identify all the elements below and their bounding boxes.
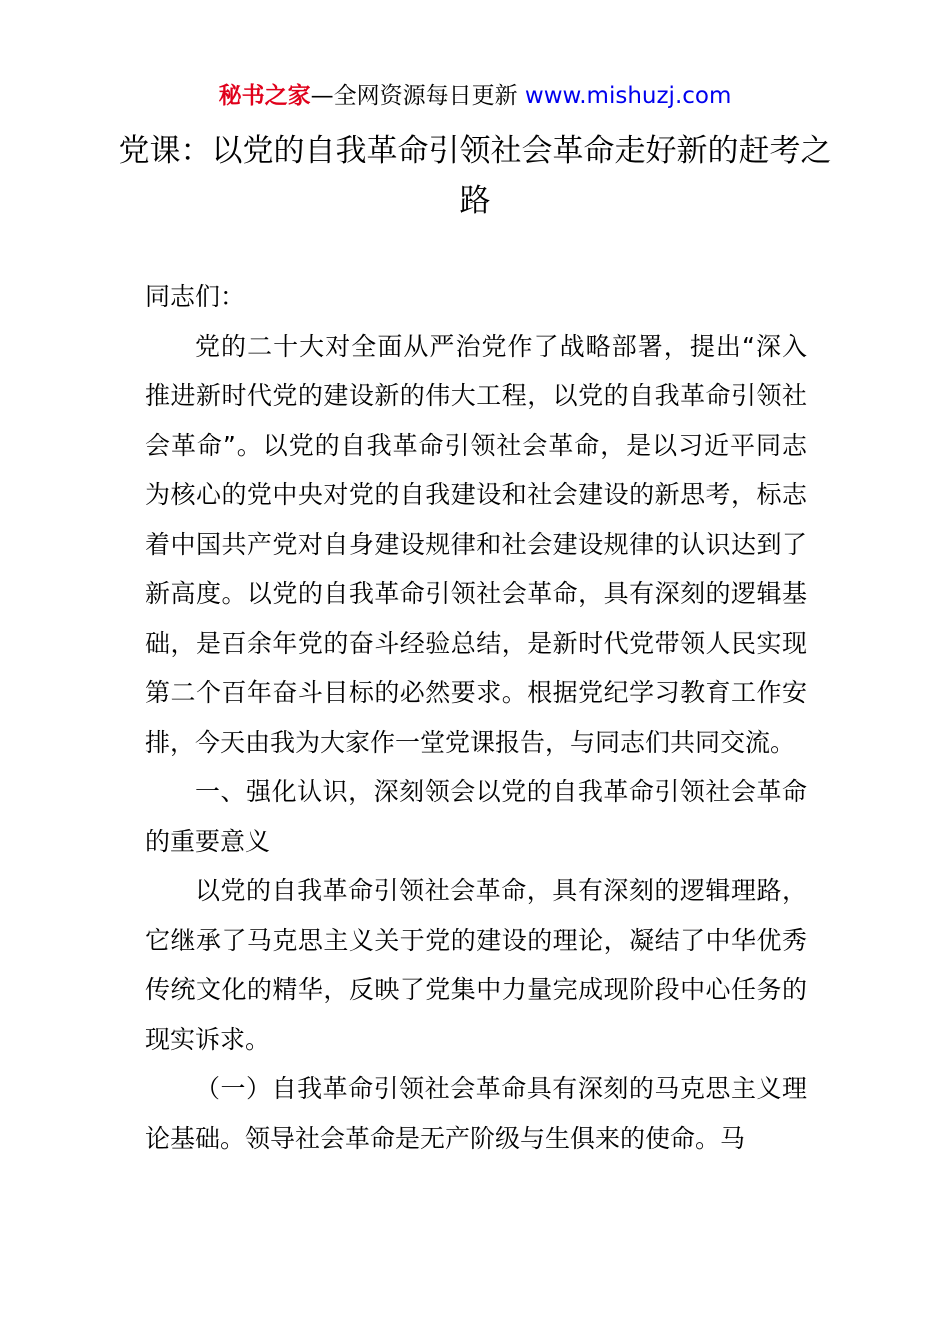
banner-tagline: —全网资源每日更新 xyxy=(310,83,525,109)
site-banner xyxy=(0,80,950,112)
brand-name: 秘书之家 xyxy=(218,83,311,109)
paragraph-section-1: 以党的自我革命引领社会革命，具有深刻的逻辑理路，它继承了马克思主义关于党的建设的理论，凝结了中华优秀传统文化的精华，反映了党集中力量完成现阶段中心任务的现实诉求。 xyxy=(145,876,807,1054)
paragraph-intro: 党的二十大对全面从严治党作了战略部署，提出“深入推进新时代党的建设新的伟大工程，以党的自我革命引领社会革命”。以党的自我革命引领社会革命，是以习近平同志为核心的党中央对党的自我建设和社会建设的新思考，标志着中国共产党对自身建设规律和社会建设规律的认识达到了新高度。以党的自我革命引领社会革命，具有深刻的逻辑基础，是百余年党的奋斗经验总结，是新时代党带领人民实现第二个百年奋斗目标的必然要求。根据党纪学习教育工作安排，今天由我为大家作一堂党课报告，与同志们共同交流。 xyxy=(145,331,807,757)
salutation: 同志们： xyxy=(145,282,246,311)
subsection-1-1: （一）自我革命引领社会革命具有深刻的马克思主义理论基础。领导社会革命是无产阶级与生俱来的使命。马 xyxy=(145,1074,807,1153)
document-title: 党课：以党的自我革命引领社会革命走好新的赶考之路 xyxy=(118,133,832,219)
site-url-link[interactable]: www.mishuzj.com xyxy=(524,83,732,109)
section-heading-1: 一、强化认识，深刻领会以党的自我革命引领社会革命的重要意义 xyxy=(145,777,807,856)
document-body xyxy=(145,272,807,1163)
